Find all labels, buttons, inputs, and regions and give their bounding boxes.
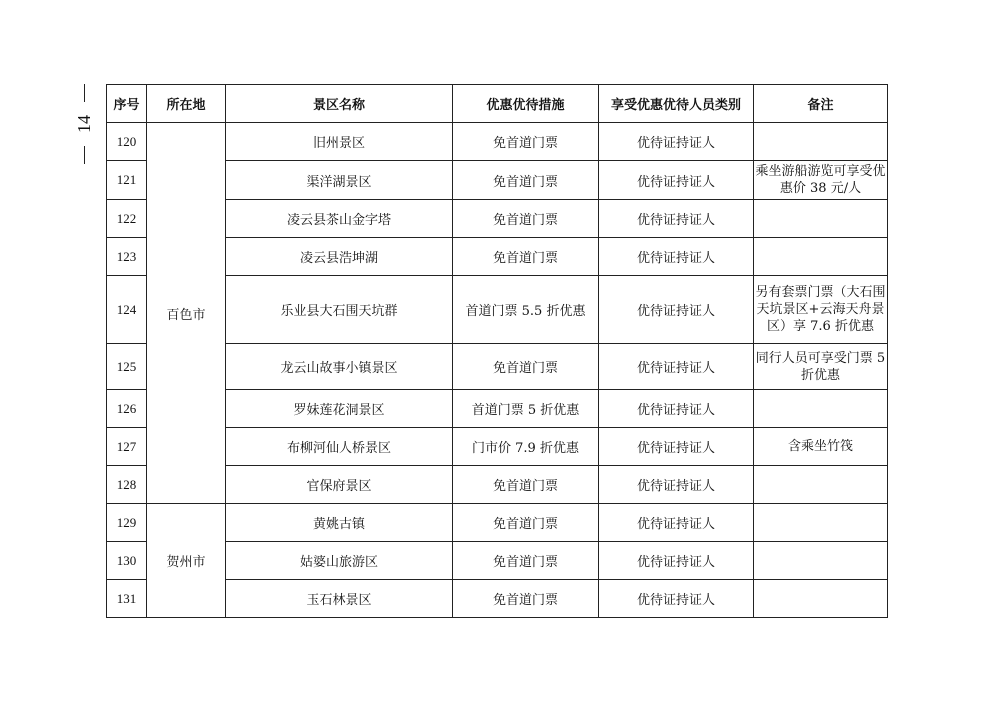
location-cell-baise: 百色市	[147, 123, 226, 504]
page-number-dash-top	[84, 84, 85, 102]
row-category: 优待证持证人	[599, 542, 754, 580]
row-measure: 门市价 7.9 折优惠	[453, 428, 599, 466]
row-category: 优待证持证人	[599, 161, 754, 200]
row-name: 凌云县茶山金字塔	[226, 200, 453, 238]
row-measure: 免首道门票	[453, 161, 599, 200]
row-note	[754, 390, 888, 428]
row-no: 128	[107, 466, 147, 504]
row-name: 渠洋湖景区	[226, 161, 453, 200]
row-measure: 首道门票 5.5 折优惠	[453, 276, 599, 344]
row-name: 乐业县大石围天坑群	[226, 276, 453, 344]
row-note	[754, 200, 888, 238]
row-category: 优待证持证人	[599, 428, 754, 466]
table-row	[107, 123, 888, 161]
row-no: 123	[107, 238, 147, 276]
header-measures: 优惠优待措施	[453, 85, 599, 123]
row-name: 玉石林景区	[226, 580, 453, 618]
row-name: 布柳河仙人桥景区	[226, 428, 453, 466]
row-category: 优待证持证人	[599, 276, 754, 344]
row-measure: 免首道门票	[453, 238, 599, 276]
table-header-row	[107, 85, 888, 123]
row-note: 同行人员可享受门票 5 折优惠	[754, 344, 888, 390]
row-note: 另有套票门票（大石围天坑景区+云海天舟景区）享 7.6 折优惠	[754, 276, 888, 344]
row-category: 优待证持证人	[599, 466, 754, 504]
page-number	[70, 84, 98, 164]
row-no: 130	[107, 542, 147, 580]
row-no: 124	[107, 276, 147, 344]
row-note	[754, 504, 888, 542]
row-no: 126	[107, 390, 147, 428]
row-category: 优待证持证人	[599, 504, 754, 542]
row-note	[754, 123, 888, 161]
row-name: 姑婆山旅游区	[226, 542, 453, 580]
row-no: 131	[107, 580, 147, 618]
row-name: 黄姚古镇	[226, 504, 453, 542]
row-measure: 免首道门票	[453, 580, 599, 618]
row-name: 凌云县浩坤湖	[226, 238, 453, 276]
header-name: 景区名称	[226, 85, 453, 123]
row-measure: 首道门票 5 折优惠	[453, 390, 599, 428]
row-note	[754, 580, 888, 618]
row-measure: 免首道门票	[453, 466, 599, 504]
row-category: 优待证持证人	[599, 200, 754, 238]
row-no: 127	[107, 428, 147, 466]
row-name: 官保府景区	[226, 466, 453, 504]
row-category: 优待证持证人	[599, 238, 754, 276]
row-note: 含乘坐竹筏	[754, 428, 888, 466]
page-number-text: 14	[74, 115, 94, 133]
page-number-dash-bottom	[84, 146, 85, 164]
row-no: 120	[107, 123, 147, 161]
row-no: 122	[107, 200, 147, 238]
row-no: 125	[107, 344, 147, 390]
row-measure: 免首道门票	[453, 123, 599, 161]
discount-table	[106, 84, 888, 618]
row-note	[754, 466, 888, 504]
row-category: 优待证持证人	[599, 580, 754, 618]
table-row	[107, 504, 888, 542]
row-measure: 免首道门票	[453, 542, 599, 580]
row-note	[754, 238, 888, 276]
header-category: 享受优惠优待人员类别	[599, 85, 754, 123]
row-no: 121	[107, 161, 147, 200]
row-category: 优待证持证人	[599, 390, 754, 428]
location-cell-hezhou: 贺州市	[147, 504, 226, 618]
row-measure: 免首道门票	[453, 200, 599, 238]
row-measure: 免首道门票	[453, 344, 599, 390]
header-location: 所在地	[147, 85, 226, 123]
row-name: 龙云山故事小镇景区	[226, 344, 453, 390]
row-name: 罗妹莲花洞景区	[226, 390, 453, 428]
row-note: 乘坐游船游览可享受优惠价 38 元/人	[754, 161, 888, 200]
row-category: 优待证持证人	[599, 344, 754, 390]
row-no: 129	[107, 504, 147, 542]
row-name: 旧州景区	[226, 123, 453, 161]
row-category: 优待证持证人	[599, 123, 754, 161]
row-measure: 免首道门票	[453, 504, 599, 542]
row-note	[754, 542, 888, 580]
header-no: 序号	[107, 85, 147, 123]
header-note: 备注	[754, 85, 888, 123]
